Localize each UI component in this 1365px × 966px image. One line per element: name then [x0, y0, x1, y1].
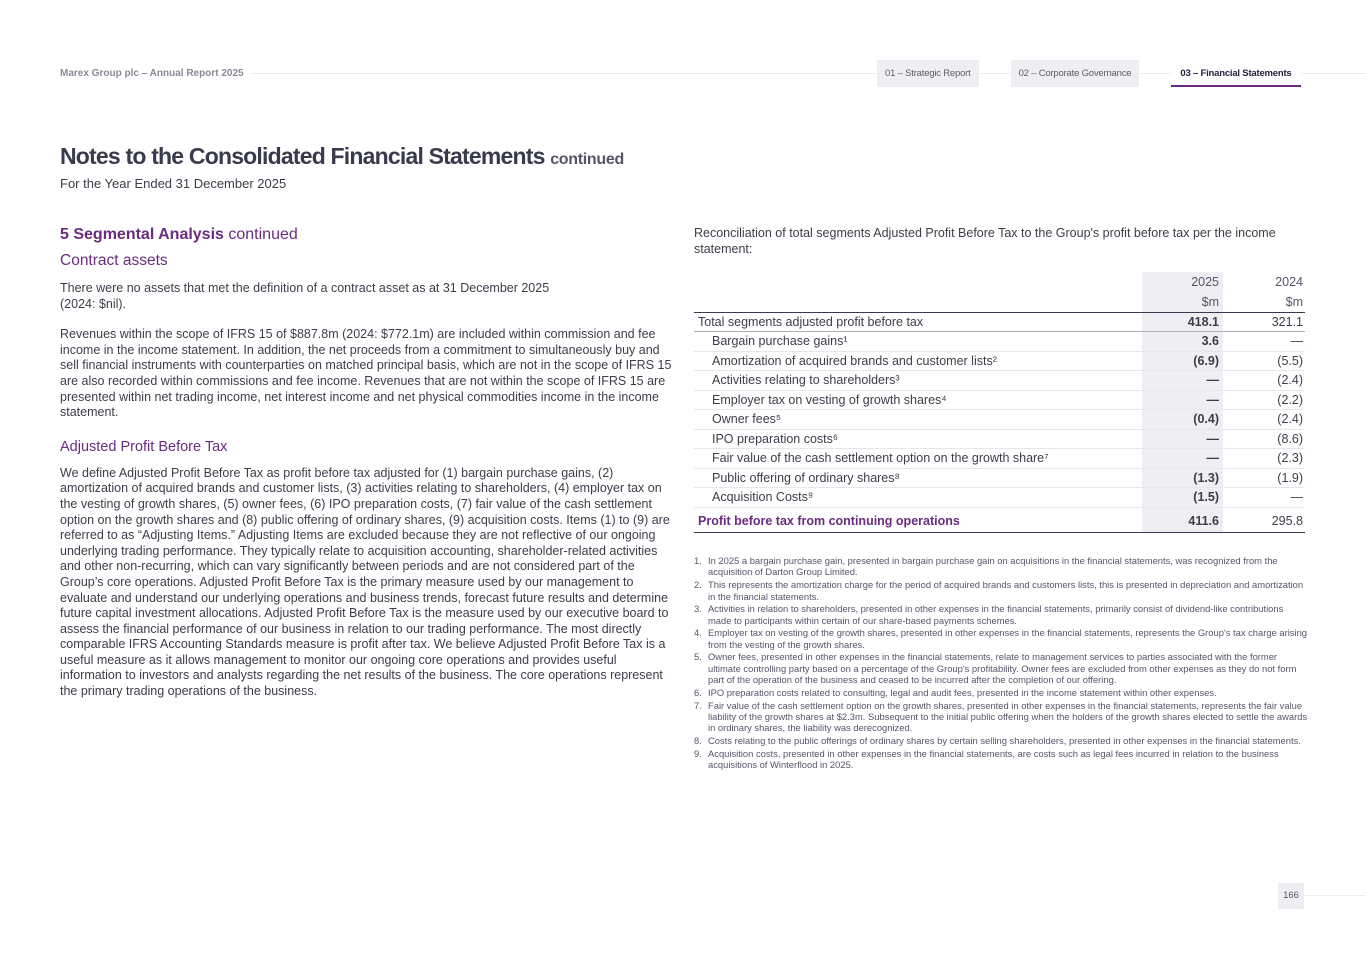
footnote: 5. Owner fees, presented in other expenses in the financial statements, relate to management services to parties associated with the former ultimate controlling party based on a percentage of the Group's profitability. Owner fees are excluded from other expenses as they do not form part of the operation of the business and ceased to be incurred after the completion of our offering.: [694, 651, 1297, 686]
table-row: Acquisition Costs⁹ (1.5) —: [694, 488, 1305, 508]
footnote: 4. Employer tax on vesting of the growth shares, presented in other expenses in the financial statements, represents the Group's tax charge arising from the vesting of the growth shares.: [694, 627, 1307, 650]
footnote: 1. In 2025 a bargain purchase gain, presented in bargain purchase gain on acquisitions in the financial statements, was recognized from the acquisition of Darton Group Limited.: [694, 555, 1278, 578]
table-row: Amortization of acquired brands and customer lists² (6.9) (5.5): [694, 351, 1305, 371]
report-label: Marex Group plc – Annual Report 2025: [60, 68, 250, 79]
footnote: 9. Acquisition costs, presented in other expenses in the financial statements, are costs such as legal fees incurred in relation to the business acquisitions of Winterflood in 2025.: [694, 747, 1279, 771]
page-title: [60, 143, 624, 170]
tab-corporate-governance[interactable]: 02 – Corporate Governance: [1011, 60, 1140, 87]
table-row: Employer tax on vesting of growth shares⁴ — (2.2): [694, 390, 1305, 410]
header-2025: 2025: [1142, 272, 1223, 292]
unit-2025: $m: [1142, 292, 1223, 312]
tab-financial-statements[interactable]: 03 – Financial Statements: [1171, 60, 1300, 87]
table-row: Public offering of ordinary shares⁸ (1.3) (1.9): [694, 468, 1305, 488]
unit-2024: $m: [1223, 292, 1305, 312]
contract-assets-line-2: (2024: $nil).: [60, 296, 127, 311]
section-heading-text: 5 Segmental Analysis: [60, 226, 224, 243]
apbt-heading: Adjusted Profit Before Tax: [60, 438, 228, 455]
footnote: 6. IPO preparation costs related to consulting, legal and audit fees, presented in the income statement within other expenses.: [694, 686, 1217, 698]
footnotes-list: [694, 555, 1309, 772]
footnote: 8. Costs relating to the public offerings of ordinary shares by certain selling shareholders, presented in other expenses in the financial statements.: [694, 735, 1301, 747]
section-heading-continued: continued: [228, 226, 298, 243]
revenues-paragraph: Revenues within the scope of IFRS 15 of $887.8m (2024: $772.1m) are included within commission and fee income in the income statement. In addition, the net proceeds from a commitment to simultaneously buy and sell financial instruments with counterparties on matched principal basis, which are not in the scope of IFRS 15 are also recorded within commissions and fee income. Revenues that are not within the scope of IFRS 15 are presented within net trading income, net interest income and net physical commodities income in the income statement.: [60, 327, 672, 420]
contract-assets-paragraph: [60, 281, 672, 312]
table-row: Fair value of the cash settlement option on the growth share⁷ — (2.3): [694, 449, 1305, 469]
page-title-continued: continued: [550, 151, 624, 168]
table-row: Activities relating to shareholders³ — (2.4): [694, 371, 1305, 391]
page-title-text: Notes to the Consolidated Financial Statements: [60, 143, 545, 169]
contract-assets-line-1: There were no assets that met the definition of a contract asset as at 31 December 2025: [60, 281, 550, 295]
page-number: 166: [1278, 883, 1304, 909]
page-subtitle: For the Year Ended 31 December 2025: [60, 176, 287, 191]
footnote: 7. Fair value of the cash settlement option on the growth shares, presented in other expenses in the financial statements, represents the fair value liability of the growth shares at $2.3m. Subsequent to the initial public offering when the holders of the growth shares elected to settle the awards in ordinary shares, the liability was derecognized.: [694, 699, 1308, 734]
table-header-row-years: [694, 272, 1305, 292]
reconciliation-intro: Reconciliation of total segments Adjusted Profit Before Tax to the Group's profit before tax per the income statement:: [694, 226, 1276, 256]
reconciliation-table: [694, 272, 1305, 533]
table-row: IPO preparation costs⁶ — (8.6): [694, 429, 1305, 449]
left-column: [60, 226, 672, 715]
footer-divider: [1305, 895, 1365, 896]
table-row-total-segments: Total segments adjusted profit before tax 418.1 321.1: [694, 312, 1305, 332]
contract-assets-heading: Contract assets: [60, 252, 168, 269]
header-2024: 2024: [1275, 275, 1303, 289]
table-row-profit-before-tax: Profit before tax from continuing operations 411.6 295.8: [694, 511, 1305, 532]
footnote: 2. This represents the amortization charge for the period of acquired brands and customers lists, this is presented in depreciation and amortization in the financial statements.: [694, 579, 1304, 602]
table-header-row-units: [694, 292, 1305, 312]
footnote: 3. Activities in relation to shareholders, presented in other expenses in the financial statements, primarily consist of dividend-like contributions made to participants within certain of our share-based payments schemes.: [694, 603, 1284, 626]
tab-strategic-report[interactable]: 01 – Strategic Report: [877, 60, 979, 87]
section-heading: [60, 226, 672, 244]
table-row: Owner fees⁵ (0.4) (2.4): [694, 410, 1305, 430]
table-row: Bargain purchase gains¹ 3.6 —: [694, 332, 1305, 352]
section-nav: [877, 60, 1301, 87]
apbt-paragraph: We define Adjusted Profit Before Tax as profit before tax adjusted for (1) bargain purchase gains, (2) amortization of acquired brands and customer lists, (3) activities relating to shareholders, (4) employer tax on the vesting of growth shares, (5) owner fees, (6) IPO preparation costs, (7) fair value of the cash settlement option on the growth shares and (8) public offering of ordinary shares, (9) acquisition costs. Items (1) to (9) are referred to as “Adjusting Items.” Adjusting Items are excluded because they are not reflective of our ongoing underlying trading performance. They typically relate to acquisition accounting, shareholder-related activities and other non-recurring, which can vary significantly between periods and are not considered part of the Group’s core operations. Adjusted Profit Before Tax is the primary measure used by our management to evaluate and understand our underlying operations and business trends, forecast future results and determine future capital investment allocations. Adjusted Profit Before Tax is the measure used by our executive board to assess the financial performance of our business in relation to our trading performance. The most directly comparable IFRS Accounting Standards measure is profit after tax. We believe Adjusted Profit Before Tax is a useful measure as it allows management to monitor our ongoing core operations and provides useful information to investors and analysts regarding the net results of the business. The core operations represent the primary trading operations of the business.: [60, 465, 670, 699]
